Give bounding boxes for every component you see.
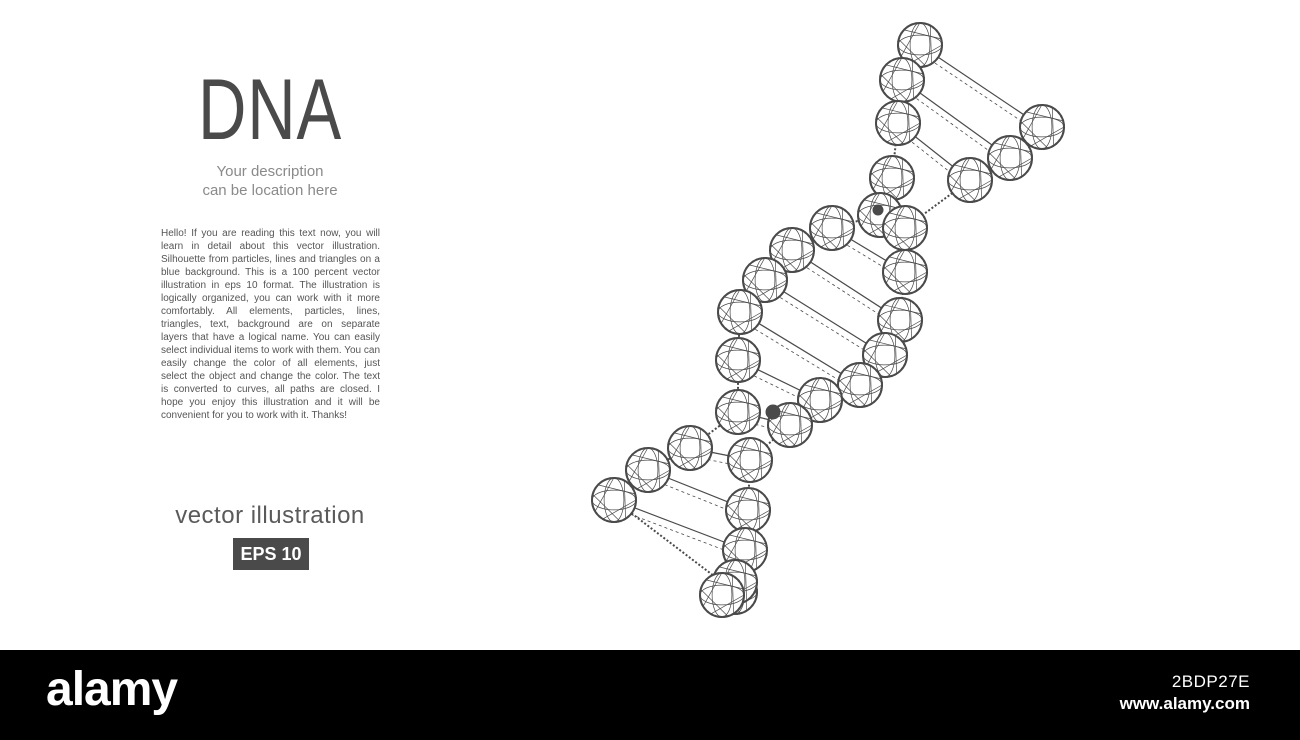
eps-badge: EPS 10 [233,538,309,570]
dna-helix-icon [560,0,1080,620]
helix-cluster [873,205,883,215]
footer-url: www.alamy.com [1119,694,1250,713]
footer-bar [0,650,1300,740]
image-id: 2BDP27E [1171,672,1250,691]
page-title: DNA [198,62,342,158]
vector-illustration-label: vector illustration [175,502,365,529]
helix-cluster [766,405,780,419]
description-text: Hello! If you are reading this text now, you will learn in detail about this vector illustration. Silhouette from particles, lines and triangles on a blue background. This is a 100 percent vector illustration in eps 10 format. The illustration is logically organized, you can work with it more comfortably. All elements, particles, lines, triangles, text, background are on separate layers that have a logical name. You can easily select individual items to work with them. You can easily change the color of all elements, just select the object and change the color. The text is converted to curves, all paths are closed. I hope you enjoy this illustration and it will be convenient for you to work with it. Thanks! [161,228,380,421]
subtitle: Your description can be location here [202,163,338,199]
alamy-logo: alamy [46,663,178,716]
